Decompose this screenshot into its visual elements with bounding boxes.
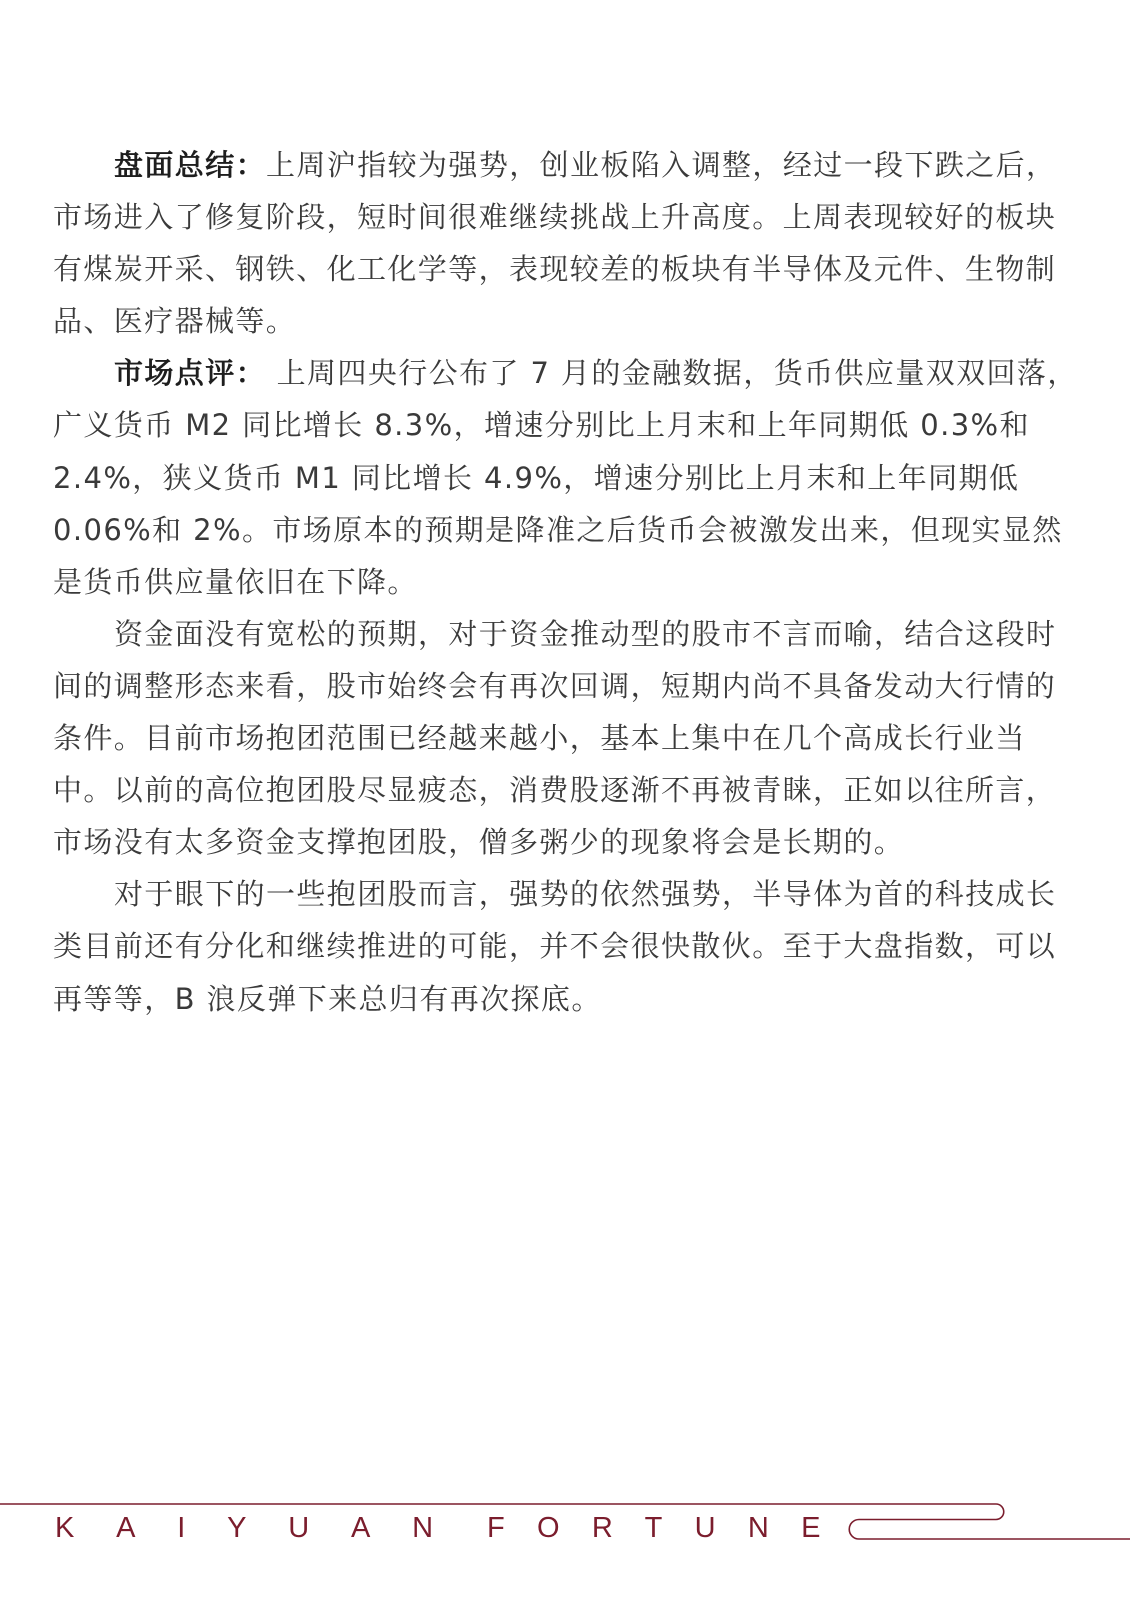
text-line: 2.4%，狭义货币 M1 同比增长 4.9%，增速分别比上月末和上年同期低: [53, 460, 1020, 495]
text-line: 是货币供应量依旧在下降。: [53, 564, 418, 599]
text-line: 资金面没有宽松的预期，对于资金推动型的股市不言而喻，结合这段时: [114, 616, 1057, 651]
text-line: 中。以前的高位抱团股尽显疲态，消费股逐渐不再被青睐，正如以往所言，: [53, 773, 1057, 808]
paragraph-market-commentary: [53, 347, 1078, 607]
text-line: [53, 139, 1073, 191]
report-body: [53, 139, 1078, 1025]
text-line: 再等等，B 浪反弹下来总归有再次探底。: [53, 981, 602, 1016]
text-line: 间的调整形态来看，股市始终会有再次回调，短期内尚不具备发动大行情的: [53, 668, 1057, 703]
paragraph-outlook: [53, 868, 1073, 1024]
section-label-commentary: 市场点评：: [114, 356, 267, 391]
text-line: 条件。目前市场抱团范围已经越来越小，基本上集中在几个高成长行业当: [53, 721, 1026, 756]
text-line: 市场进入了修复阶段，短时间很难继续挑战上升高度。上周表现较好的板块: [53, 200, 1057, 235]
text-line: 0.06%和 2%。市场原本的预期是降准之后货币会被激发出来，但现实显然: [53, 512, 1063, 547]
text-line: 广义货币 M2 同比增长 8.3%，增速分别比上月末和上年同期低 0.3%和: [53, 408, 1030, 443]
text-line: 对于眼下的一些抱团股而言，强势的依然强势，半导体为首的科技成长: [114, 877, 1057, 912]
brand-word-fortune: FORTUNE: [487, 1512, 853, 1544]
text-line: 有煤炭开采、钢铁、化工化学等，表现较差的板块有半导体及元件、生物制: [53, 252, 1057, 287]
section-label-summary: 盘面总结：: [114, 148, 267, 182]
line-text: 上周四央行公布了 7 月的金融数据，货币供应量双双回落，: [266, 356, 1078, 391]
text-line: 市场没有太多资金支撑抱团股，僧多粥少的现象将会是长期的。: [53, 825, 905, 860]
paragraph-market-summary: [53, 139, 1073, 347]
line-text: 上周沪指较为强势，创业板陷入调整，经过一段下跌之后，: [266, 148, 1057, 182]
text-line: 品、医疗器械等。: [53, 304, 297, 339]
paragraph-liquidity: [53, 608, 1073, 868]
text-line: [53, 347, 1078, 399]
text-line: 类目前还有分化和继续推进的可能，并不会很快散伙。至于大盘指数，可以: [53, 929, 1057, 964]
brand-word-kaiyuan: KAIYUAN: [55, 1512, 475, 1544]
